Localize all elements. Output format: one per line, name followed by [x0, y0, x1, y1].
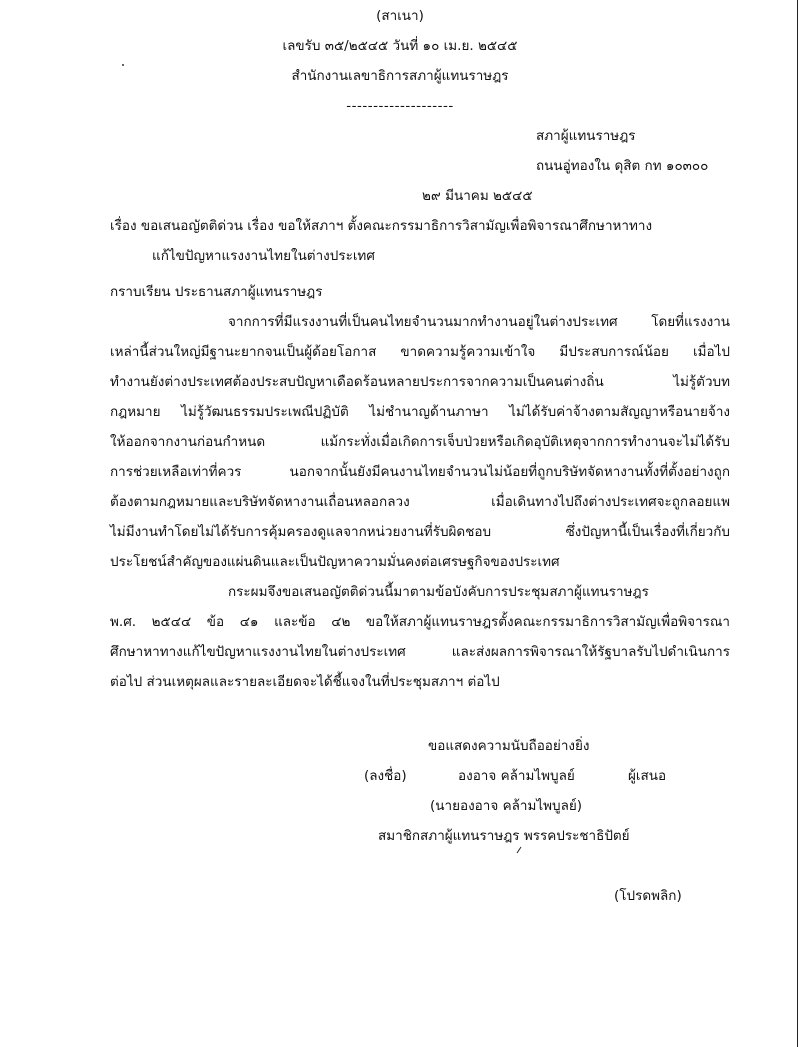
- body-line: เหล่านี้ส่วนใหญ่มีฐานะยากจนเป็นผู้ด้อยโอกาส ขาดความรู้ความเข้าใจ มีประสบการณ์น้อย เมื่อไป: [110, 344, 730, 360]
- page-edge-line: [797, 0, 798, 1047]
- subject-line-1: เรื่อง ขอเสนอญัตติด่วน เรื่อง ขอให้สภาฯ ตั้งคณะกรรมาธิการวิสามัญเพื่อพิจารณาศึกษาหาทาง: [110, 218, 653, 234]
- address-line-2: ถนนอู่ทองใน ดุสิต กท ๑๐๓๐๐: [536, 158, 709, 174]
- letter-date: ๒๙ มีนาคม ๒๕๔๕: [422, 188, 533, 204]
- signer-name: องอาจ คล้ามไพบูลย์: [458, 768, 575, 784]
- body-line: กฎหมาย ไม่รู้วัฒนธรรมประเพณีปฏิบัติ ไม่ชำนาญด้านภาษา ไม่ได้รับค่าจ้างตามสัญญาหรือนายจ้าง: [110, 404, 730, 420]
- body-line: จากการที่มีแรงงานที่เป็นคนไทยจำนวนมากทำงานอยู่ในต่างประเทศ โดยที่แรงงาน: [228, 314, 730, 330]
- body-line: ทำงานยังต่างประเทศต้องประสบปัญหาเดือดร้อนหลายประการจากความเป็นคนต่างถิ่น ไม่รู้ตัวบท: [110, 374, 730, 390]
- body-line: ประโยชน์สำคัญของแผ่นดินและเป็นปัญหาความมั่นคงต่อเศรษฐกิจของประเทศ: [110, 554, 560, 570]
- ink-mark: [516, 846, 522, 854]
- body-line: พ.ศ. ๒๕๔๔ ข้อ ๔๑ และข้อ ๔๒ ขอให้สภาผู้แทนราษฎรตั้งคณะกรรมาธิการวิสามัญเพื่อพิจารณา: [110, 614, 730, 630]
- copy-label: (สาเนา): [376, 8, 424, 24]
- signed-label: (ลงชื่อ): [364, 768, 407, 784]
- proposer-label: ผู้เสนอ: [628, 768, 667, 784]
- closing-regards: ขอแสดงความนับถืออย่างยิ่ง: [428, 738, 590, 754]
- address-line-1: สภาผู้แทนราษฎร: [536, 128, 636, 144]
- body-line: การช่วยเหลือเท่าที่ควร นอกจากนั้นยังมีคนงานไทยจำนวนไม่น้อยที่ถูกบริษัทจัดหางานทั้งที่ตั้งอย่างถูก: [110, 464, 730, 480]
- body-line: ต่อไป ส่วนเหตุผลและรายละเอียดจะได้ชี้แจงในที่ประชุมสภาฯ ต่อไป: [110, 674, 500, 690]
- full-name: (นายองอาจ คล้ามไพบูลย์): [430, 798, 583, 814]
- body-line: ศึกษาหาทางแก้ไขปัญหาแรงงานไทยในต่างประเทศ และส่งผลการพิจารณาให้รัฐบาลรับไปดำเนินการ: [110, 644, 730, 660]
- body-line: ให้ออกจากงานก่อนกำหนด แม้กระทั่งเมื่อเกิดการเจ็บป่วยหรือเกิดอุบัติเหตุจากการทำงานจะไม่ได้รับ: [110, 434, 730, 450]
- receipt-line: เลขรับ ๓๕/๒๕๔๕ วันที่ ๑๐ เม.ย. ๒๕๔๕: [282, 38, 518, 54]
- signer-position: สมาชิกสภาผู้แทนราษฎร พรรคประชาธิปัตย์: [378, 828, 630, 844]
- subject-line-2: แก้ไขปัญหาแรงงานไทยในต่างประเทศ: [152, 248, 375, 264]
- office-name: สำนักงานเลขาธิการสภาผู้แทนราษฎร: [291, 68, 509, 84]
- salutation: กราบเรียน ประธานสภาผู้แทนราษฎร: [110, 284, 323, 300]
- body-line: ต้องตามกฎหมายและบริษัทจัดหางานเถื่อนหลอกลวง เมื่อเดินทางไปถึงต่างประเทศจะถูกลอยแพ: [110, 494, 730, 510]
- body-line: ไม่มีงานทำโดยไม่ได้รับการคุ้มครองดูแลจากหน่วยงานที่รับผิดชอบ ซึ่งปัญหานี้เป็นเรื่องที่เกี่ยวกับ: [110, 524, 730, 540]
- header-divider: --------------------: [346, 98, 454, 114]
- turn-over-note: (โปรดพลิก): [614, 888, 682, 904]
- body-line: กระผมจึงขอเสนอญัตติด่วนนี้มาตามข้อบังคับการประชุมสภาผู้แทนราษฎร: [228, 584, 649, 600]
